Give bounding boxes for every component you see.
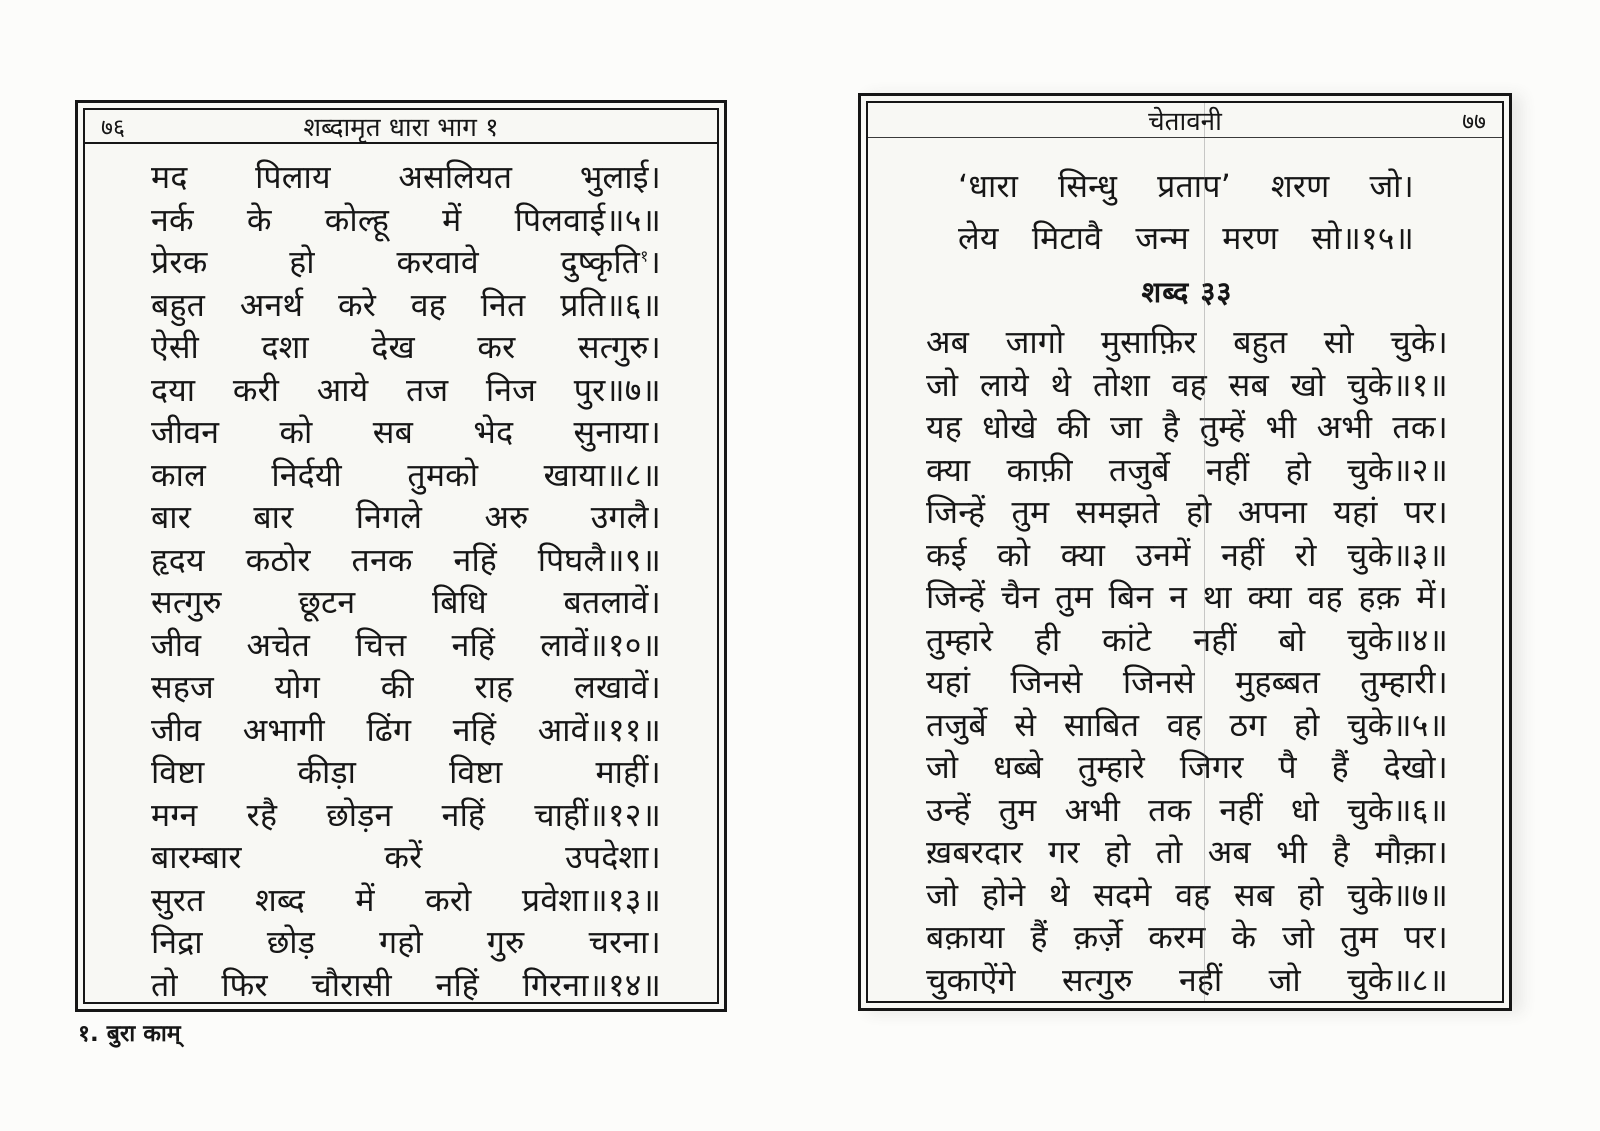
right-page-number: ७७ [1462, 109, 1486, 135]
verse-line: लेय मिटावै जन्म मरण सो॥१५॥ [958, 219, 1414, 257]
verse-line: उन्हें तुम अभी तक नहीं धो चुके॥६॥ [926, 790, 1448, 829]
verse-line: कई को क्या उनमें नहीं रो चुके॥३॥ [926, 535, 1448, 574]
verse-line: चुकाऐंगे सत्गुरु नहीं जो चुके॥८॥ [926, 960, 1448, 999]
verse-line: मद पिलाय असलियत भुलाई। [151, 158, 661, 196]
verse-line: बार बार निगले अरु उगलै। [151, 498, 661, 536]
verse-line: काल निर्दयी तुमको खाया॥८॥ [151, 455, 661, 494]
verse-line: जीव अचेत चित्त नहिं लावें॥१०॥ [151, 625, 661, 664]
book-title: शब्दामृत धारा भाग १ [303, 113, 499, 143]
verse-line: बहुत अनर्थ करे वह नित प्रति॥६॥ [151, 285, 661, 324]
left-page-frame [83, 108, 719, 1004]
verse-line: अब जागो मुसाफ़िर बहुत सो चुके। [926, 323, 1448, 361]
verse-line: निद्रा छोड़ गहो गुरु चरना। [151, 923, 661, 961]
verse-line: तजुर्बे से साबित वह ठग हो चुके॥५॥ [926, 705, 1448, 744]
chapter-title: चेतावनी [1148, 107, 1222, 137]
verse-line: क्या काफ़ी तजुर्बे नहीं हो चुके॥२॥ [926, 450, 1448, 489]
left-page-body [85, 144, 717, 1006]
right-page-frame [866, 101, 1504, 1003]
verse-line: हृदय कठोर तनक नहिं पिघलै॥९॥ [151, 540, 661, 579]
verse-line: जो लाये थे तोशा वह सब खो चुके॥१॥ [926, 365, 1448, 404]
verse-line: तुम्हारे ही कांटे नहीं बो चुके॥४॥ [926, 620, 1448, 659]
right-page-verses [926, 321, 1448, 1001]
verse-line: जो होने थे सदमे वह सब हो चुके॥७॥ [926, 875, 1448, 914]
verse-line: बारम्बार करें उपदेशा। [151, 838, 661, 876]
footnote-marker: १ [640, 246, 649, 266]
left-page [75, 100, 727, 1012]
verse-line: सहज योग की राह लखावें। [151, 668, 661, 706]
opening-couplet [958, 160, 1414, 264]
verse-line: जिन्हें चैन तुम बिन न था क्या वह हक़ में। [926, 578, 1448, 616]
verse-line: जीवन को सब भेद सुनाया। [151, 413, 661, 451]
verse-line: ‘धारा सिन्धु प्रताप’ शरण जो। [958, 167, 1414, 205]
right-page [858, 93, 1512, 1011]
section-heading: शब्द ३३ [1141, 275, 1233, 309]
verse-line: ऐसी दशा देख कर सत्गुरु। [151, 328, 661, 366]
verse-line: बक़ाया हैं क़र्ज़े करम के जो तुम पर। [926, 918, 1448, 956]
verse-line: प्रेरक हो करवावे दुष्कृति$^१$। [151, 243, 661, 281]
verse-line: यहां जिनसे जिनसे मुहब्बत तुम्हारी। [926, 663, 1448, 701]
verse-line: नर्क के कोल्हू में पिलवाई॥५॥ [151, 200, 661, 239]
footnote: १. बुरा काम् [78, 1021, 181, 1047]
verse-line: ख़बरदार गर हो तो अब भी है मौक़ा। [926, 833, 1448, 871]
left-page-header [85, 110, 717, 144]
verse-line: जिन्हें तुम समझते हो अपना यहां पर। [926, 493, 1448, 531]
verse-line: जीव अभागी ढिंग नहिं आवें॥११॥ [151, 710, 661, 749]
verse-line: जो धब्बे तुम्हारे जिगर पै हैं देखो। [926, 748, 1448, 786]
verse-line: मग्न रहै छोड़न नहिं चाहीं॥१२॥ [151, 795, 661, 834]
verse-line: तो फिर चौरासी नहिं गिरना॥१४॥ [151, 965, 661, 1004]
verse-line: यह धोखे की जा है तुम्हें भी अभी तक। [926, 408, 1448, 446]
right-page-body [868, 138, 1502, 1001]
verse-line: सत्गुरु छूटन बिधि बतलावें। [151, 583, 661, 621]
verse-line: विष्टा कीड़ा विष्टा माहीं। [151, 753, 661, 791]
verse-line: सुरत शब्द में करो प्रवेशा॥१३॥ [151, 880, 661, 919]
left-page-number: ७६ [101, 115, 125, 141]
verse-line: दया करी आये तज निज पुर॥७॥ [151, 370, 661, 409]
right-page-header [868, 103, 1502, 138]
